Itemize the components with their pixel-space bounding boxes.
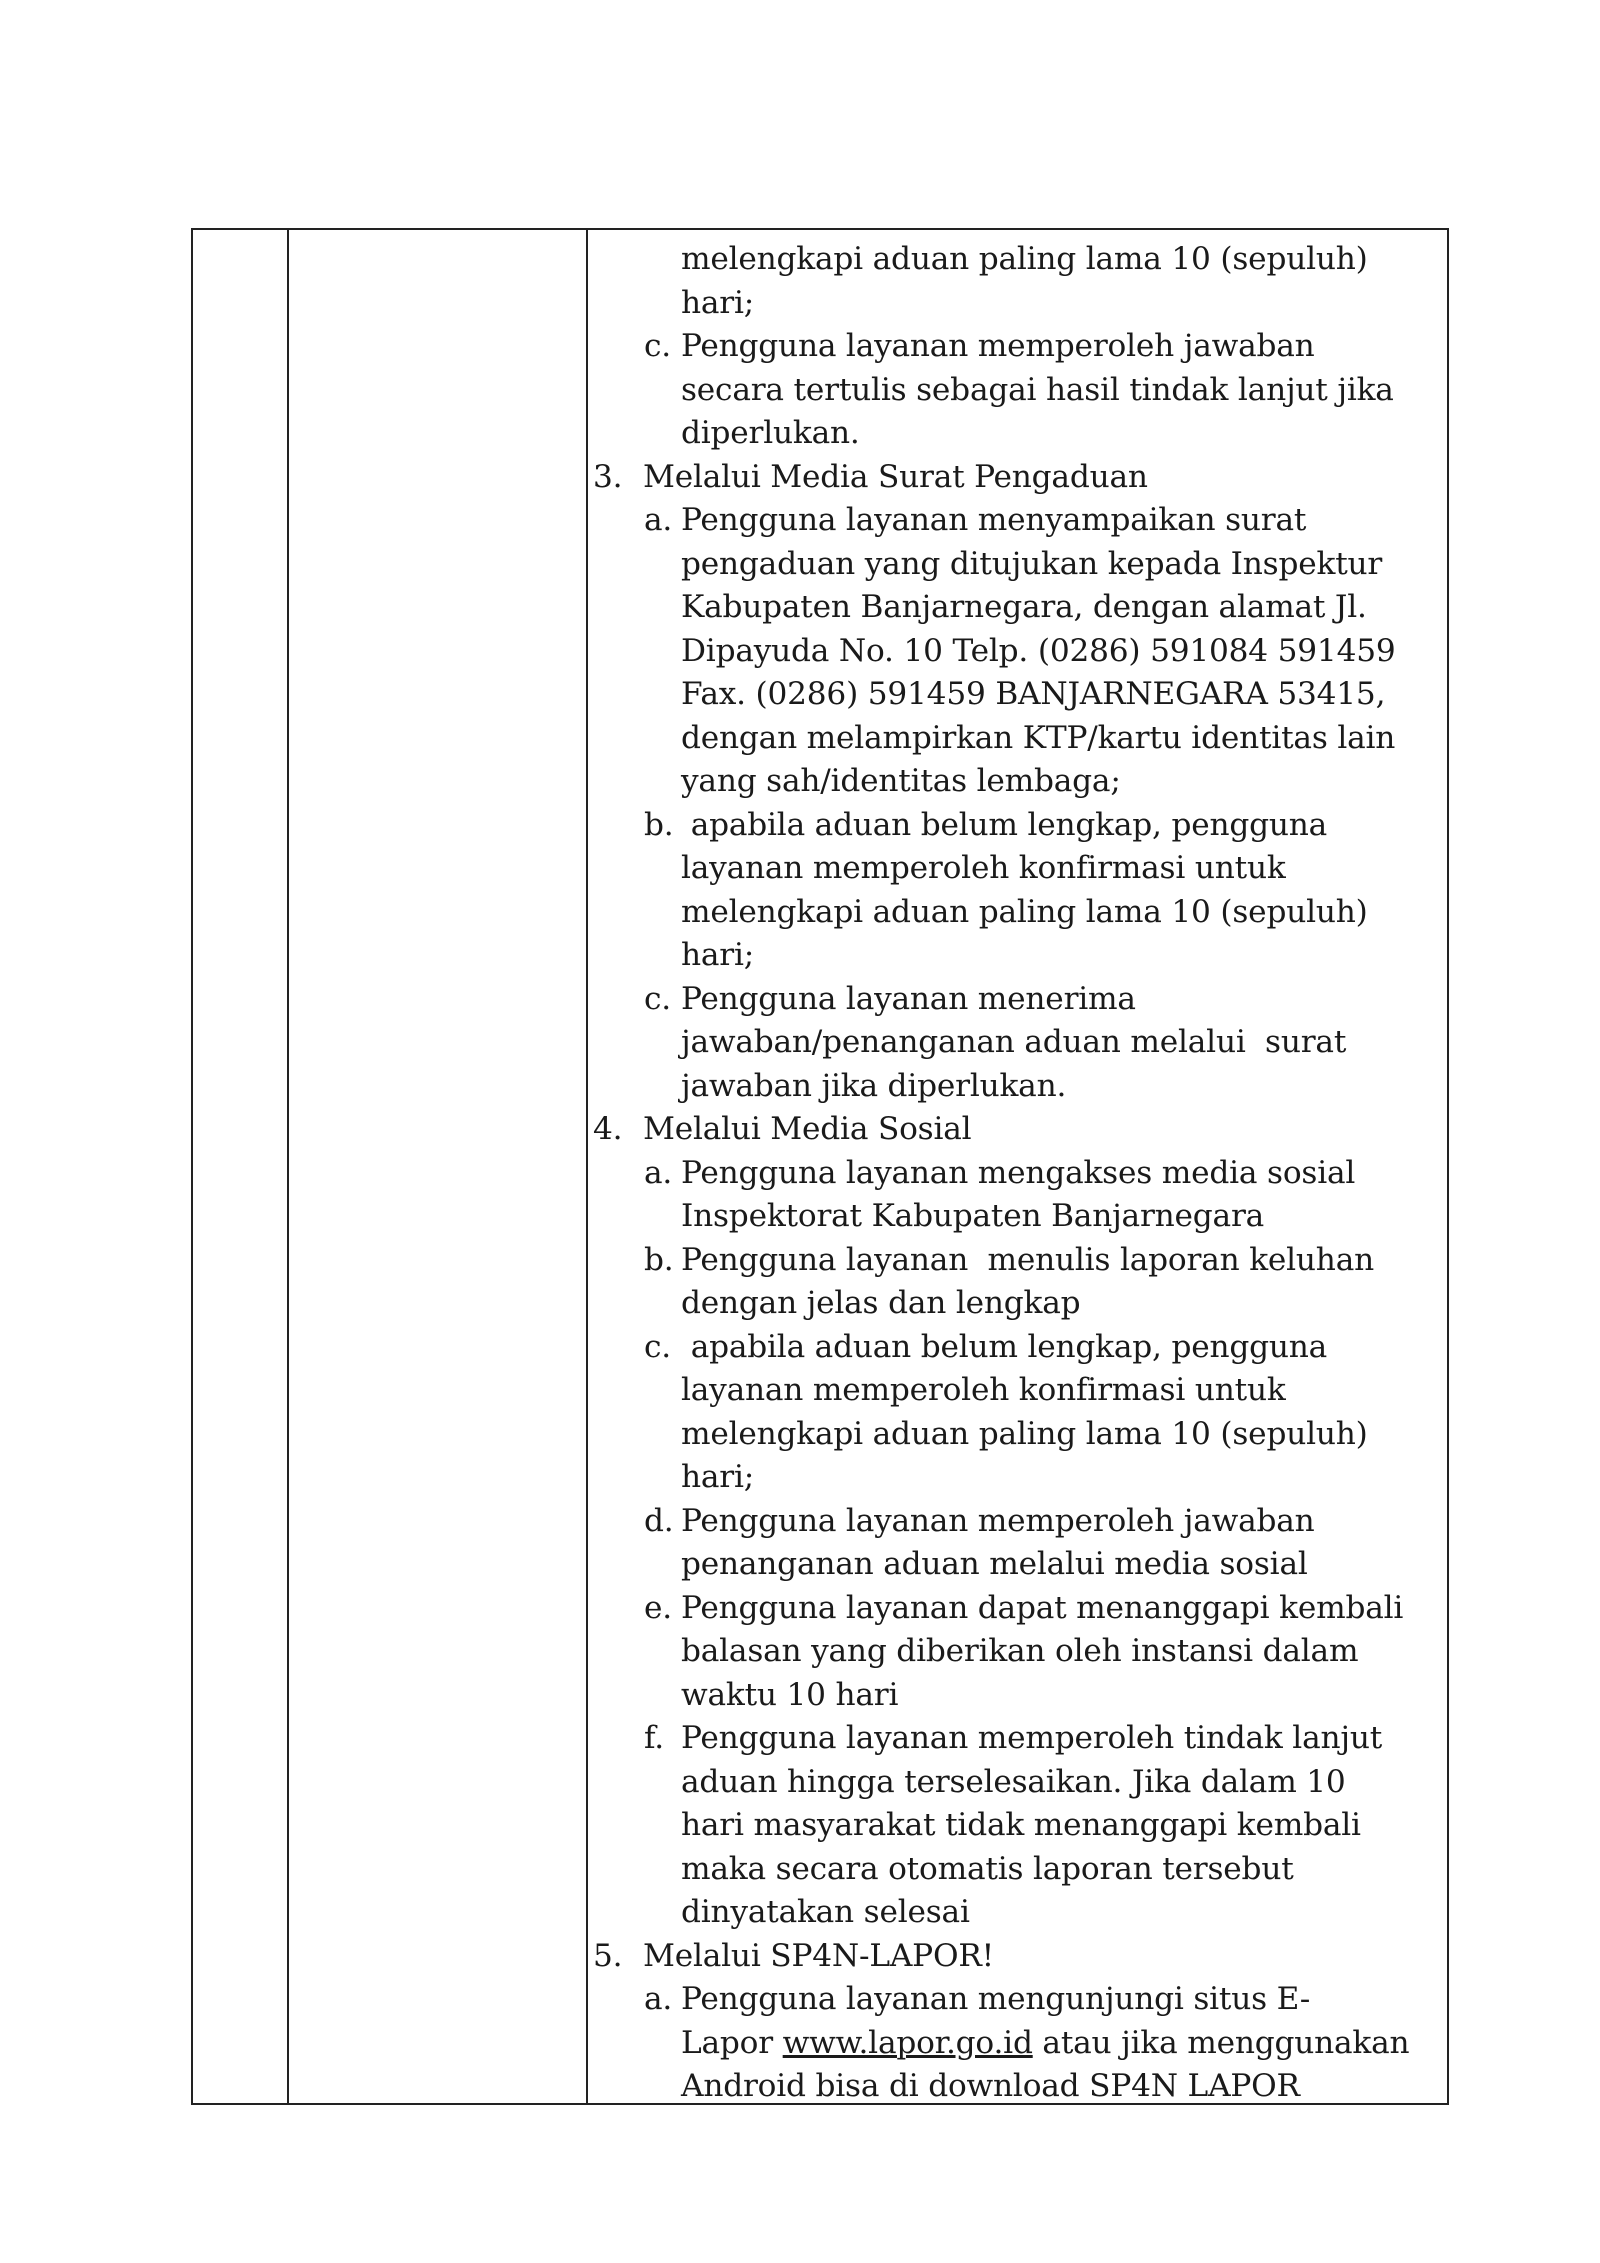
list-item-text: jawaban jika diperlukan. bbox=[681, 1067, 1067, 1104]
list-item-text: hari masyarakat tidak menanggapi kembali bbox=[681, 1807, 1361, 1843]
list-item-text: melengkapi aduan paling lama 10 (sepuluh) bbox=[681, 1415, 1368, 1452]
sub-item-b bbox=[593, 1239, 1427, 1283]
procedure-table bbox=[191, 228, 1449, 2105]
sub-item-c bbox=[593, 1326, 1427, 1370]
list-item-text: layanan memperoleh konfirmasi untuk bbox=[681, 850, 1286, 886]
lapor-website-link[interactable]: www.lapor.go.id bbox=[782, 2024, 1033, 2061]
list-item-text: melengkapi aduan paling lama 10 (sepuluh) bbox=[681, 893, 1368, 930]
sub-item-c bbox=[593, 325, 1427, 369]
sub-item-text: Pengguna layanan menyampaikan surat bbox=[681, 502, 1307, 538]
sub-item-text: Pengguna layanan menerima bbox=[681, 980, 1136, 1017]
sub-item-e bbox=[593, 1587, 1427, 1631]
sub-item-text: Pengguna layanan mengakses media sosial bbox=[681, 1154, 1356, 1191]
sub-item-f bbox=[593, 1717, 1427, 1761]
list-item-text: dengan jelas dan lengkap bbox=[681, 1285, 1081, 1321]
list-item-text: Inspektorat Kabupaten Banjarnegara bbox=[681, 1198, 1265, 1234]
section-title: Melalui Media Sosial bbox=[643, 1111, 972, 1147]
list-item-text: penanganan aduan melalui media sosial bbox=[681, 1546, 1308, 1582]
list-item-text: maka secara otomatis laporan tersebut bbox=[681, 1850, 1294, 1887]
sub-marker: a. bbox=[644, 1981, 673, 2017]
section-title: Melalui Media Surat Pengaduan bbox=[643, 458, 1148, 495]
sub-item-a bbox=[593, 499, 1427, 543]
sub-item-text: Pengguna layanan memperoleh tindak lanjut bbox=[681, 1720, 1383, 1756]
section-number: 5. bbox=[593, 1937, 623, 1974]
section-number: 4. bbox=[593, 1111, 623, 1147]
procedure-text bbox=[593, 238, 1427, 2109]
sub-marker: b. bbox=[644, 1241, 674, 1278]
sub-marker: b. bbox=[644, 806, 674, 843]
list-item-text: yang sah/identitas lembaga; bbox=[681, 763, 1121, 799]
sub-marker: c. bbox=[644, 1328, 671, 1365]
section-title: Melalui SP4N-LAPOR! bbox=[643, 1937, 994, 1974]
section-heading-5 bbox=[593, 1935, 1427, 1979]
list-item-text: Android bisa di download SP4N LAPOR bbox=[681, 2068, 1300, 2104]
list-item-text: melengkapi aduan paling lama 10 (sepuluh) bbox=[681, 241, 1368, 277]
sub-marker: d. bbox=[644, 1502, 674, 1539]
list-item-text bbox=[593, 2022, 1427, 2066]
list-item-text: hari; bbox=[681, 937, 755, 973]
list-item-text: diperlukan. bbox=[681, 415, 860, 451]
sub-item-text: Pengguna layanan mengunjungi situs E- bbox=[681, 1981, 1311, 2017]
sub-item-c bbox=[593, 978, 1427, 1022]
list-item-text: dengan melampirkan KTP/kartu identitas lain bbox=[681, 719, 1396, 756]
sub-item-text: Pengguna layanan dapat menanggapi kembali bbox=[681, 1589, 1404, 1626]
table-column-divider-1 bbox=[287, 230, 289, 2103]
section-heading-3 bbox=[593, 456, 1427, 500]
list-item-text: balasan yang diberikan oleh instansi dalam bbox=[681, 1633, 1359, 1669]
sub-item-d bbox=[593, 1500, 1427, 1544]
list-item-text: aduan hingga terselesaikan. Jika dalam 10 bbox=[681, 1763, 1346, 1800]
table-column-divider-2 bbox=[586, 230, 588, 2103]
link-suffix-text: atau jika menggunakan bbox=[1032, 2024, 1410, 2061]
sub-item-text: Pengguna layanan memperoleh jawaban bbox=[681, 328, 1315, 364]
sub-item-text: Pengguna layanan memperoleh jawaban bbox=[681, 1502, 1315, 1539]
sub-marker: f. bbox=[644, 1720, 664, 1756]
sub-item-text: Pengguna layanan menulis laporan keluhan bbox=[681, 1241, 1374, 1278]
sub-marker: e. bbox=[644, 1589, 672, 1626]
sub-marker: c. bbox=[644, 328, 671, 364]
list-item-text: hari; bbox=[681, 1459, 755, 1495]
procedure-cell bbox=[593, 238, 1427, 2109]
section-number: 3. bbox=[593, 458, 623, 495]
sub-item-text: apabila aduan belum lengkap, pengguna bbox=[681, 806, 1328, 843]
sub-item-a bbox=[593, 1978, 1427, 2022]
sub-marker: c. bbox=[644, 980, 671, 1017]
list-item-text: Dipayuda No. 10 Telp. (0286) 591084 591459 bbox=[681, 632, 1396, 669]
list-item-text: dinyatakan selesai bbox=[681, 1894, 970, 1930]
sub-marker: a. bbox=[644, 502, 673, 538]
list-item-text: Fax. (0286) 591459 BANJARNEGARA 53415, bbox=[681, 676, 1386, 712]
list-item-text: secara tertulis sebagai hasil tindak lanjut jika bbox=[681, 371, 1394, 408]
sub-item-text: apabila aduan belum lengkap, pengguna bbox=[681, 1328, 1328, 1365]
list-item-text: jawaban/penanganan aduan melalui surat bbox=[681, 1024, 1347, 1060]
link-prefix-text: Lapor bbox=[681, 2024, 783, 2061]
list-item-text: waktu 10 hari bbox=[681, 1676, 899, 1713]
list-item-text: pengaduan yang ditujukan kepada Inspektur bbox=[681, 545, 1383, 582]
sub-marker: a. bbox=[644, 1154, 673, 1191]
list-item-text: hari; bbox=[681, 284, 755, 321]
section-heading-4 bbox=[593, 1108, 1427, 1152]
sub-item-a bbox=[593, 1152, 1427, 1196]
list-item-text: Kabupaten Banjarnegara, dengan alamat Jl. bbox=[681, 589, 1367, 625]
sub-item-b bbox=[593, 804, 1427, 848]
list-item-text: layanan memperoleh konfirmasi untuk bbox=[681, 1372, 1286, 1408]
